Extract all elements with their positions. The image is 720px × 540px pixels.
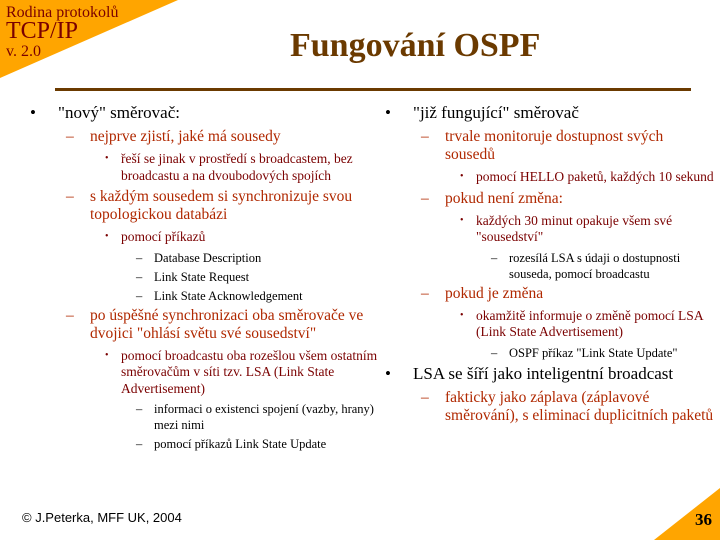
bullet-marker: • xyxy=(105,153,109,164)
bullet-l1 xyxy=(385,103,715,122)
bullet-l4 xyxy=(385,250,715,282)
bullet-marker: • xyxy=(460,171,464,182)
bullet-l1 xyxy=(385,364,715,383)
dash-marker: – xyxy=(136,269,143,284)
dash-marker: – xyxy=(136,402,143,416)
bullet-l2 xyxy=(385,285,715,303)
dash-marker: – xyxy=(421,128,429,145)
bullet-text: pomocí příkazů Link State Update xyxy=(154,437,327,451)
deck-name: Rodina protokolů xyxy=(6,4,119,21)
bullet-text: LSA se šíří jako inteligentní broadcast xyxy=(413,363,674,383)
dash-marker: – xyxy=(421,189,429,207)
bullet-l2 xyxy=(30,128,395,146)
bullet-l3 xyxy=(30,229,395,246)
bullet-marker: • xyxy=(105,349,109,361)
dash-marker: – xyxy=(491,250,498,265)
dash-marker: – xyxy=(421,284,429,302)
left-column xyxy=(30,103,395,455)
bullet-text: informaci o existenci spojení (vazby, hrany) mezi nimi xyxy=(154,402,374,432)
bullet-text: Link State Acknowledgement xyxy=(154,288,303,303)
bullet-l2 xyxy=(385,128,715,164)
bullet-l3 xyxy=(385,308,715,341)
bullet-text: s každým sousedem si synchronizuje svou topologickou databázi xyxy=(90,188,353,223)
bullet-l1 xyxy=(30,103,395,122)
bullet-text: rozesílá LSA s údaji o dostupnosti souseda, pomocí broadcastu xyxy=(509,250,681,281)
dash-marker: – xyxy=(66,188,74,205)
dash-marker: – xyxy=(421,388,429,406)
bullet-text: pomocí HELLO paketů, každých 10 sekund xyxy=(476,169,714,184)
bullet-l2 xyxy=(385,190,715,208)
slide-title: Fungování OSPF xyxy=(290,27,541,64)
bullet-text: pokud je změna xyxy=(445,284,544,302)
dash-marker: – xyxy=(136,288,143,303)
bullet-l2 xyxy=(30,188,395,224)
bullet-text: fakticky jako záplava (záplavové směrování), s eliminací duplicitních paketů xyxy=(445,388,714,424)
bullet-l4 xyxy=(30,401,395,433)
deck-subtitle: TCP/IP xyxy=(6,18,79,44)
bullet-l4 xyxy=(385,345,715,361)
bullet-text: pomocí broadcastu oba rozešlou všem ostatním směrovačům v síti tzv. LSA (Link State Advertisement) xyxy=(121,347,378,396)
bullet-l4 xyxy=(30,269,395,285)
bullet-text: okamžitě informuje o změně pomocí LSA (Link State Advertisement) xyxy=(476,307,703,339)
right-column xyxy=(385,103,715,430)
bullet-text: trvale monitoruje dostupnost svých sousedů xyxy=(445,128,664,163)
bullet-l4 xyxy=(30,436,395,452)
bullet-l3 xyxy=(385,169,715,186)
page-number: 36 xyxy=(695,510,712,529)
bullet-text: řeší se jinak v prostředí s broadcastem, bez broadcastu a na dvoubodových spojích xyxy=(121,151,353,183)
bullet-text: Database Description xyxy=(154,250,262,265)
bullet-marker: • xyxy=(105,231,109,242)
bullet-text: "již fungující" směrovač xyxy=(413,103,579,122)
bullet-marker: • xyxy=(30,103,36,122)
bullet-marker: • xyxy=(460,214,464,226)
bullet-l4 xyxy=(30,250,395,266)
dash-marker: – xyxy=(136,437,143,451)
bullet-l3 xyxy=(30,348,395,398)
dash-marker: – xyxy=(66,128,74,145)
bullet-text: pokud není změna: xyxy=(445,189,563,207)
dash-marker: – xyxy=(66,306,74,324)
bullet-text: pomocí příkazů xyxy=(121,229,206,244)
bullet-text: Link State Request xyxy=(154,269,250,284)
bullet-text: po úspěšné synchronizaci oba směrovače ve dvojici "ohlásí světu své sousedství" xyxy=(90,306,364,342)
bullet-l2 xyxy=(30,307,395,343)
bullet-l3 xyxy=(385,213,715,246)
dash-marker: – xyxy=(491,345,498,360)
bullet-marker: • xyxy=(460,309,464,321)
bullet-text: "nový" směrovač: xyxy=(58,103,180,122)
bullet-l2 xyxy=(385,389,715,425)
bullet-l3 xyxy=(30,151,395,184)
footer-copyright: © J.Peterka, MFF UK, 2004 xyxy=(22,510,182,525)
bullet-marker: • xyxy=(385,363,391,383)
bullet-text: OSPF příkaz "Link State Update" xyxy=(509,345,678,360)
title-divider xyxy=(55,88,691,91)
bullet-text: každých 30 minut opakuje všem své "sousedství" xyxy=(476,212,673,244)
dash-marker: – xyxy=(136,250,143,265)
bullet-text: nejprve zjistí, jaké má sousedy xyxy=(90,128,281,145)
deck-version: v. 2.0 xyxy=(6,43,41,60)
bullet-marker: • xyxy=(385,103,391,122)
bullet-l4 xyxy=(30,288,395,304)
